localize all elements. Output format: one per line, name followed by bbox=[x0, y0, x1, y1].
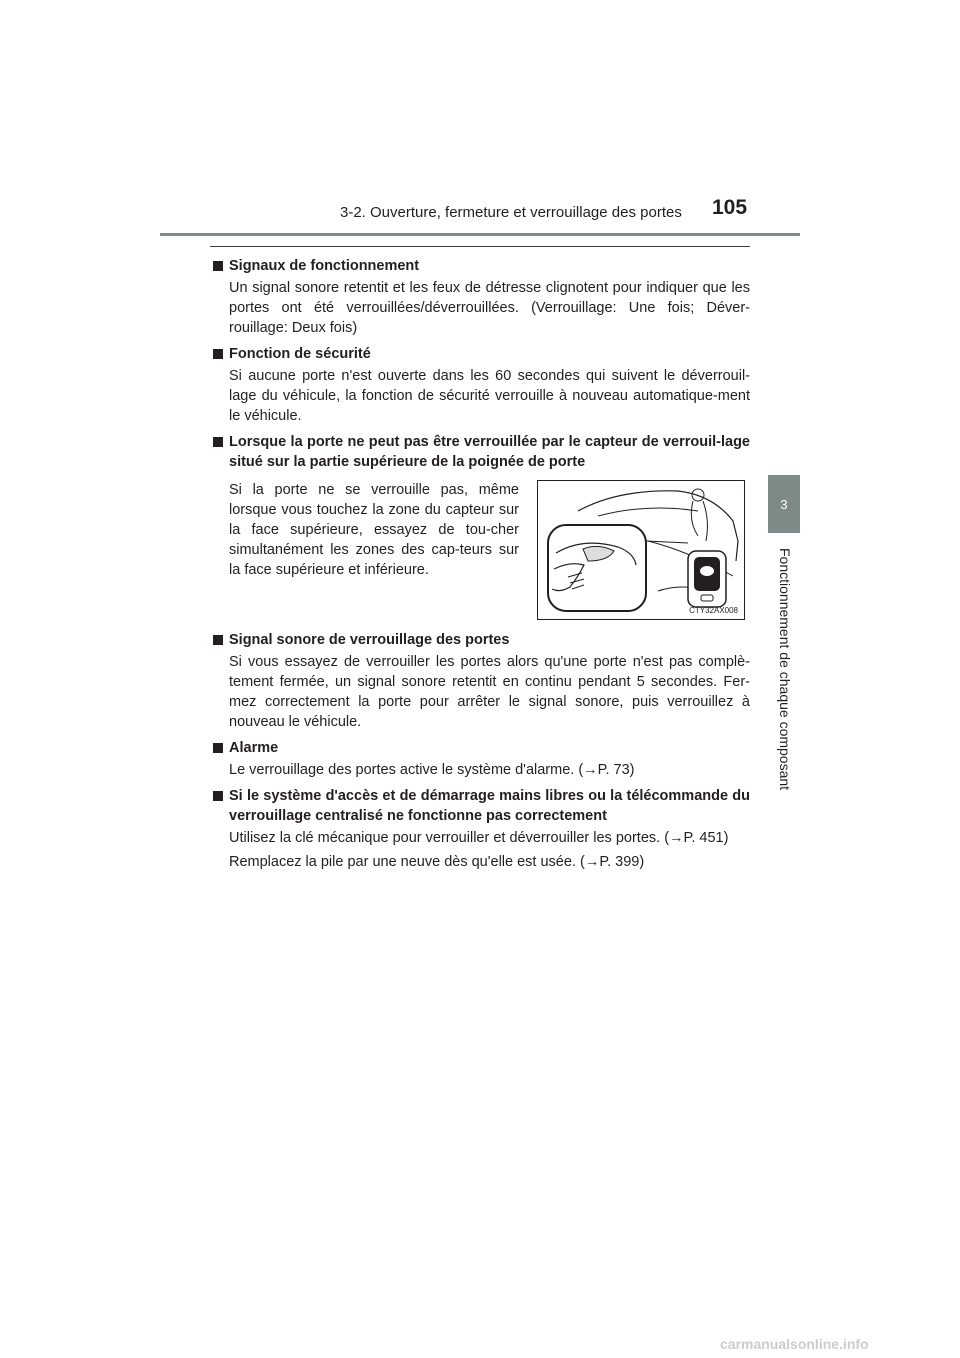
section-heading bbox=[213, 256, 750, 276]
watermark: carmanualsonline.info bbox=[720, 1336, 869, 1352]
section-body bbox=[213, 828, 750, 872]
section-signal-sonore bbox=[213, 630, 750, 732]
section-capteur bbox=[213, 432, 750, 620]
paragraph: Si aucune porte n'est ouverte dans les 60 secondes qui suivent le déverrouil-lage du véhicule, la fonction de sécurité verrouille à nouveau automatique-ment le véhicule. bbox=[229, 368, 750, 424]
section-depannage bbox=[213, 786, 750, 872]
section-heading bbox=[213, 786, 750, 826]
car-door-handle-icon bbox=[538, 481, 744, 619]
section-heading bbox=[213, 630, 750, 650]
paragraph: Remplacez la pile par une neuve dès qu'elle est usée. (→P. 399) bbox=[229, 854, 645, 870]
square-bullet-icon bbox=[213, 261, 223, 271]
text-with-figure bbox=[213, 480, 750, 620]
paragraph: Un signal sonore retentit et les feux de détresse clignotent pour indiquer que les portes ont été verrouillées/déverrouillées. (Verrouillage: Une fois; Déver-rouillage: Deux fois) bbox=[229, 280, 750, 336]
page-content bbox=[213, 256, 750, 878]
chapter-title-vertical: Fonctionnement de chaque composant bbox=[777, 548, 793, 791]
page-number: 105 bbox=[712, 196, 748, 219]
section-alarme bbox=[213, 738, 750, 780]
header-rule bbox=[160, 233, 800, 236]
running-header-title: 3-2. Ouverture, fermeture et verrouillage des portes bbox=[340, 204, 682, 221]
square-bullet-icon bbox=[213, 635, 223, 645]
figure-code: CTY32AX008 bbox=[689, 606, 738, 615]
section-body bbox=[213, 652, 750, 732]
square-bullet-icon bbox=[213, 437, 223, 447]
square-bullet-icon bbox=[213, 743, 223, 753]
heading-text: Signal sonore de verrouillage des portes bbox=[229, 632, 510, 648]
heading-text: Fonction de sécurité bbox=[229, 346, 371, 362]
heading-text: Signaux de fonctionnement bbox=[229, 258, 420, 274]
heading-text: Lorsque la porte ne peut pas être verrouillée par le capteur de verrouil-lage situé sur la partie supérieure de la poignée de porte bbox=[229, 434, 750, 470]
section-body bbox=[213, 366, 750, 426]
section-heading bbox=[213, 432, 750, 472]
section-signaux bbox=[213, 256, 750, 338]
section-securite bbox=[213, 344, 750, 426]
heading-text: Si le système d'accès et de démarrage mains libres ou la télécommande du verrouillage centralisé ne fonctionne pas correctement bbox=[229, 788, 750, 824]
square-bullet-icon bbox=[213, 349, 223, 359]
paragraph: Utilisez la clé mécanique pour verrouiller et déverrouiller les portes. (→P. 451) bbox=[229, 830, 729, 846]
door-handle-illustration bbox=[537, 480, 745, 620]
section-heading bbox=[213, 344, 750, 364]
heading-text: Alarme bbox=[229, 740, 279, 756]
chapter-number: 3 bbox=[780, 496, 788, 512]
section-body bbox=[213, 760, 750, 780]
section-body bbox=[213, 278, 750, 338]
paragraph: Si la porte ne se verrouille pas, même lorsque vous touchez la zone du capteur sur la face supérieure, essayez de tou-cher simultanément les zones des cap-teurs sur la face supérieure et inférieure. bbox=[229, 482, 519, 578]
paragraph: Le verrouillage des portes active le système d'alarme. (→P. 73) bbox=[229, 762, 635, 778]
paragraph: Si vous essayez de verrouiller les portes alors qu'une porte n'est pas complè-tement fermée, un signal sonore retentit en continu pendant 5 secondes. Fer-mez correctement la porte pour arrêter le signal sonore, puis verrouillez à nouveau le véhicule. bbox=[229, 654, 750, 730]
section-heading bbox=[213, 738, 750, 758]
content-top-rule bbox=[210, 246, 750, 247]
chapter-tab bbox=[768, 475, 800, 533]
square-bullet-icon bbox=[213, 791, 223, 801]
